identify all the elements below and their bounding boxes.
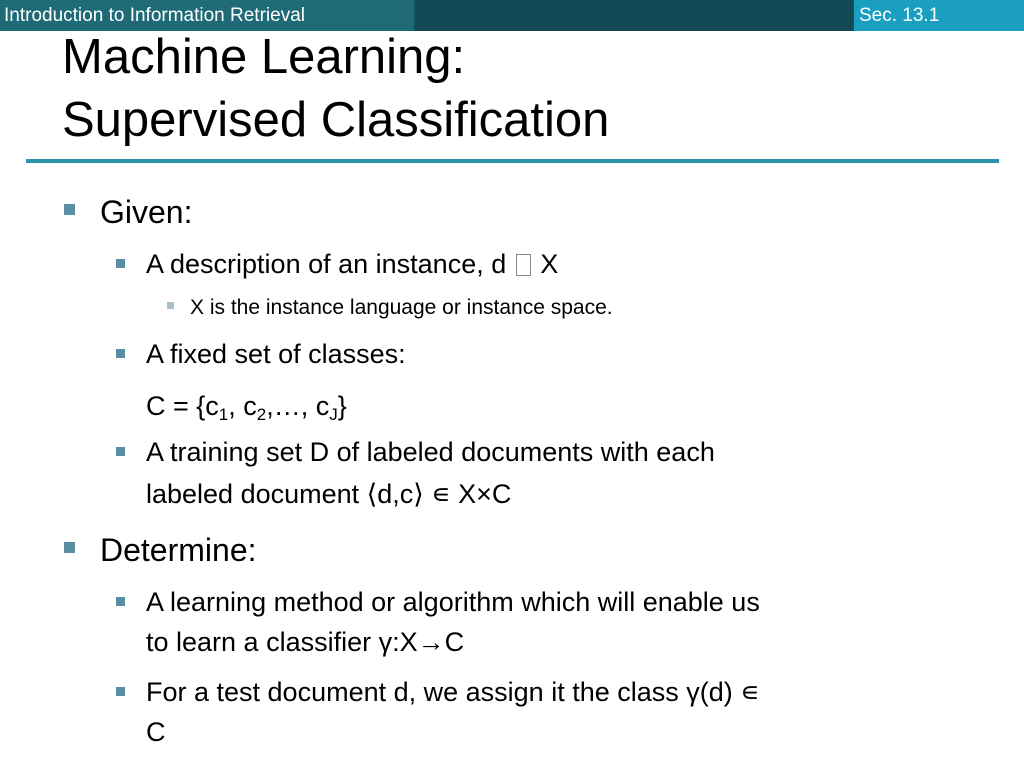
- formula-subscript: 2: [256, 405, 267, 424]
- bullet-test-document-line-1: For a test document d, we assign it the class γ(d) ∊: [146, 677, 760, 707]
- bullet-instance-space: X is the instance language or instance space.: [190, 296, 613, 319]
- formula-part: ,…, c: [266, 391, 330, 421]
- bullet-test-document-line-2: C: [146, 717, 166, 747]
- bullet-determine: Determine:: [100, 532, 257, 568]
- instance-text-end: X: [532, 249, 559, 279]
- course-title: Introduction to Information Retrieval: [0, 0, 414, 31]
- instance-text: A description of an instance, d: [146, 249, 514, 279]
- formula-subscript: J: [329, 405, 338, 424]
- bullet-instance-description: [146, 244, 558, 284]
- bullet-icon: [64, 542, 75, 553]
- missing-glyph-icon: [516, 254, 531, 276]
- section-label: Sec. 13.1: [854, 0, 1024, 31]
- bullet-icon: [116, 447, 125, 456]
- bullet-icon: [116, 349, 125, 358]
- formula-part: , c: [228, 391, 257, 421]
- formula-subscript: 1: [218, 405, 229, 424]
- bullet-training-set-line-2: labeled document ⟨d,c⟩ ∊ X×C: [146, 479, 512, 509]
- formula-part: }: [337, 391, 347, 421]
- slide-title-line-1: Machine Learning:: [62, 30, 466, 84]
- classes-formula: [146, 386, 347, 426]
- bullet-icon: [116, 687, 125, 696]
- bullet-learning-method-line-1: A learning method or algorithm which will enable us: [146, 587, 760, 617]
- bullet-icon: [116, 597, 125, 606]
- bullet-icon: [167, 302, 174, 309]
- bullet-learning-method-line-2: to learn a classifier γ:X→C: [146, 627, 465, 657]
- bullet-fixed-classes: A fixed set of classes:: [146, 339, 406, 369]
- formula-part: C = {c: [146, 391, 219, 421]
- bullet-icon: [64, 204, 75, 215]
- bullet-icon: [116, 259, 125, 268]
- bullet-given: Given:: [100, 194, 193, 230]
- slide-title-line-2: Supervised Classification: [62, 93, 610, 147]
- bullet-training-set-line-1: A training set D of labeled documents with each: [146, 437, 715, 467]
